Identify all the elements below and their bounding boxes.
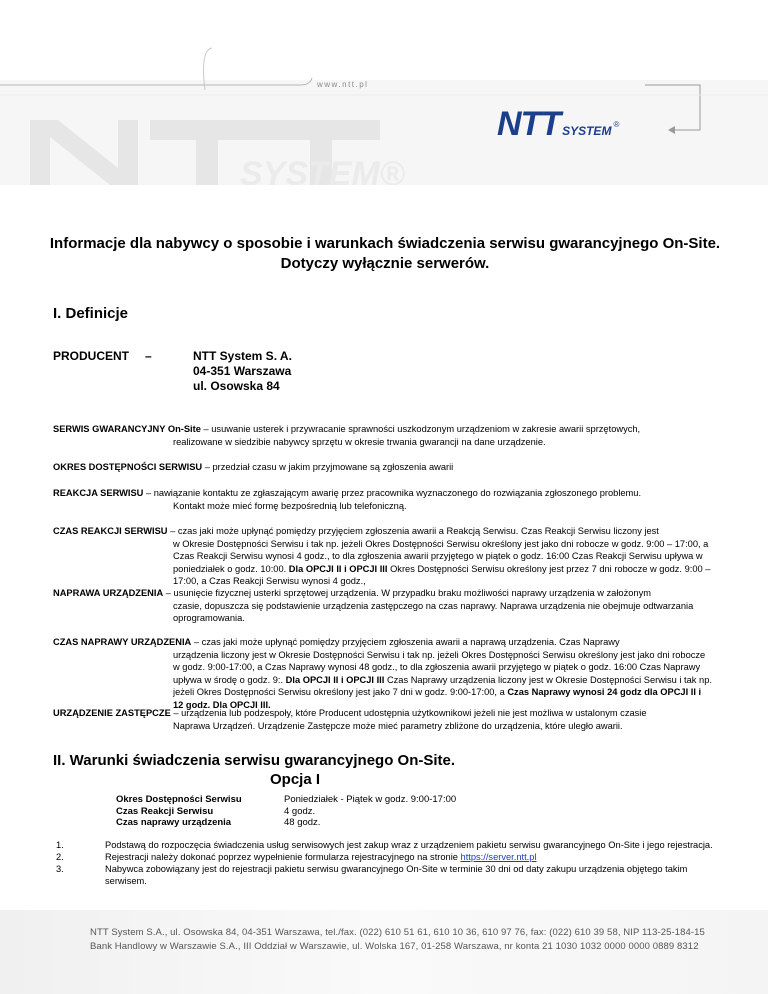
- definition-term: OKRES DOSTĘPNOŚCI SERWISU: [53, 462, 203, 472]
- definition-czas-naprawy: [53, 636, 713, 711]
- option-value: 4 godz.: [284, 805, 316, 817]
- definition-reakcja-serwisu: [53, 487, 713, 512]
- page-footer: [0, 910, 768, 994]
- definition-serwis-gwarancyjny: [53, 423, 713, 448]
- producer-city: 04-351 Warszawa: [193, 364, 292, 378]
- definition-okres-dostepnosci: [53, 461, 713, 474]
- registration-link[interactable]: https://server.ntt.pl: [460, 852, 537, 862]
- definition-text: – usunięcie fizycznej usterki sprzętowej urządzenia. W przypadku braku możliwości naprawy urządzenia w założonym: [163, 588, 651, 598]
- producer-dash: –: [145, 349, 152, 363]
- definition-text-part: urządzenia liczony jest w Okresie Dostępności Serwisu i tak np. jeżeli Okres Dostępności Serwisu określony jest jako dni robocze w godz. 9:00-17:00, a Czas Naprawy wynosi 48 godz., to dla zgłoszenia awarii przyjętego w piątek o godz. 16:00 Czas Naprawy upływa w środę o godz. 9:.: [173, 649, 706, 685]
- definition-term: CZAS NAPRAWY URZĄDZENIA: [53, 637, 192, 647]
- list-item-text-wrap: [105, 851, 723, 863]
- definition-text: – urządzenia lub podzespoły, które Producent udostępnia użytkownikowi jeżeli nie jest możliwa w ustalonym czasie: [170, 708, 647, 718]
- definition-urzadzenie-zastepcze: [53, 707, 713, 732]
- watermark-system-text: SYSTEM®: [240, 155, 405, 185]
- list-item-number: 1.: [56, 840, 64, 850]
- definition-text-cont: [53, 538, 713, 588]
- definition-text: – nawiązanie kontaktu ze zgłaszającym awarię przez pracownika wyznaczonego do rozwiązania zgłoszonego problemu.: [143, 488, 642, 498]
- definition-text: – usuwanie usterek i przywracanie sprawności uszkodzonym urządzeniom w zakresie awarii sprzętowych,: [200, 424, 641, 434]
- definition-czas-reakcji: [53, 525, 713, 588]
- ntt-system-logo: [497, 105, 620, 143]
- definition-text-part: w Okresie Dostępności Serwisu i tak np. jeżeli Okres Dostępności Serwisu określony jest jako dni robocze w godz. 9:00 – 17:00, a Czas Reakcji Serwisu wynosi 4 godz., to dla zgłoszenia awarii przyjętego w piątek o godz. 16:00 Czas Reakcji Serwisu upływa w poniedziałek o godz. 10:00.: [173, 538, 709, 574]
- section-subheading-option: Opcja I: [270, 771, 321, 788]
- option-row: [116, 817, 456, 829]
- letterhead: [0, 0, 768, 185]
- logo-system-text: SYSTEM: [562, 124, 612, 138]
- option-label: Czas naprawy urządzenia: [116, 817, 232, 828]
- option-row: [116, 794, 456, 806]
- list-item-number: 3.: [56, 864, 64, 874]
- list-item-text: Rejestracji należy dokonać poprzez wypełnienie formularza rejestracyjnego na stronie: [105, 852, 461, 862]
- option-1-table: [116, 794, 456, 829]
- producer-address: [193, 349, 292, 394]
- definition-text-bold: Dla OPCJI II i OPCJI III: [285, 674, 385, 685]
- document-title: Informacje dla nabywcy o sposobie i warunkach świadczenia serwisu gwarancyjnego On-Site. Dotyczy wyłącznie serwerów.: [49, 235, 721, 272]
- definition-text: – czas jaki może upłynąć pomiędzy przyjęciem zgłoszenia awarii a Reakcją Serwisu. Czas Reakcji Serwisu liczony jest: [167, 526, 659, 536]
- section-heading-conditions: II. Warunki świadczenia serwisu gwarancyjnego On-Site.: [53, 752, 456, 769]
- definition-text-bold: Dla OPCJI II i OPCJI III: [288, 563, 388, 574]
- list-item: [53, 851, 723, 863]
- logo-ntt-text: NTT: [497, 105, 561, 143]
- option-row: [116, 806, 456, 818]
- option-value: 48 godz.: [284, 817, 321, 828]
- definition-text: – przedział czasu w jakim przyjmowane są zgłoszenia awarii: [202, 462, 454, 472]
- definition-term: NAPRAWA URZĄDZENIA: [53, 588, 164, 598]
- producer-name: NTT System S. A.: [193, 349, 292, 363]
- definition-text-tail: Czas Naprawy urządzenia liczony jest w Okresie Dostępności Serwisu i tak np. jeżeli Okres Dostępności Serwisu określony jest jako 7 dni w godz. 9:00-17:00, a: [173, 674, 712, 697]
- option-value: Poniedziałek - Piątek w godz. 9:00-17:00: [284, 794, 457, 805]
- definition-text: – czas jaki może upłynąć pomiędzy przyjęciem zgłoszenia awarii a naprawą urządzenia. Czas Naprawy: [191, 637, 620, 647]
- conditions-list: [53, 839, 723, 887]
- definition-text-cont: Naprawa Urządzeń. Urządzenie Zastępcze może mieć parametry zbliżone do urządzenia, które uległo awarii.: [173, 720, 623, 731]
- definition-text-cont: [53, 649, 713, 712]
- definition-text-cont: realizowane w siedzibie nabywcy sprzętu w okresie trwania gwarancji na dane urządzenie.: [173, 436, 546, 447]
- list-item: [53, 863, 723, 887]
- definition-text-bold-2: Czas Naprawy wynosi 24 godz dla OPCJI II i 12 godz. Dla OPCJI III.: [173, 687, 702, 710]
- definition-text-cont: Kontakt może mieć formę bezpośrednią lub telefoniczną.: [173, 500, 407, 511]
- definition-term: REAKCJA SERWISU: [53, 488, 144, 498]
- list-item: [53, 839, 723, 851]
- letterhead-graphic: [0, 0, 768, 185]
- logo-registered-mark: ®: [613, 120, 620, 129]
- option-label: Czas Reakcji Serwisu: [116, 805, 214, 817]
- list-item-text: Nabywca zobowiązany jest do rejestracji pakietu serwisu gwarancyjnego On-Site w terminie 30 dni od daty zakupu urządzenia objętego takim serwisem.: [105, 864, 688, 886]
- producer-label: PRODUCENT: [53, 349, 130, 363]
- producer-street: ul. Osowska 84: [193, 379, 280, 393]
- definition-term: SERWIS GWARANCYJNY On-Site: [53, 424, 201, 434]
- definition-term: CZAS REAKCJI SERWISU: [53, 526, 168, 536]
- footer-company-info: NTT System S.A., ul. Osowska 84, 04-351 Warszawa, tel./fax. (022) 610 51 61, 610 10 36, 610 97 76, fax: (022) 610 39 58, NIP 113-25-184-15: [90, 927, 705, 938]
- option-label: Okres Dostępności Serwisu: [116, 794, 242, 805]
- section-heading-definitions: I. Definicje: [53, 305, 129, 322]
- definition-text-tail: Okres Dostępności Serwisu określony jest przez 7 dni robocze w godz. 9:00 – 17:00, a Czas Reakcji Serwisu wynosi 4 godz.,: [173, 563, 711, 586]
- list-item-text: Podstawą do rozpoczęcia świadczenia usług serwisowych jest zakup wraz z urządzeniem pakietu serwisu gwarancyjnego On-Site i jego rejestracja.: [105, 840, 713, 850]
- list-item-number: 2.: [56, 852, 64, 862]
- definition-term: URZĄDZENIE ZASTĘPCZE: [53, 708, 171, 718]
- definition-text-cont: czasie, dopuszcza się podstawienie urządzenia zastępczego na czas naprawy. Naprawa urządzenia nie obejmuje odtwarzania oprogramowania.: [173, 600, 694, 623]
- definition-naprawa-urzadzenia: [53, 587, 713, 625]
- website-url[interactable]: www.ntt.pl: [317, 80, 369, 89]
- footer-bank-info: Bank Handlowy w Warszawie S.A., III Oddział w Warszawie, ul. Wolska 167, 01-258 Warszawa, nr konta 21 1030 1032 0000 0000 0889 8312: [90, 941, 699, 952]
